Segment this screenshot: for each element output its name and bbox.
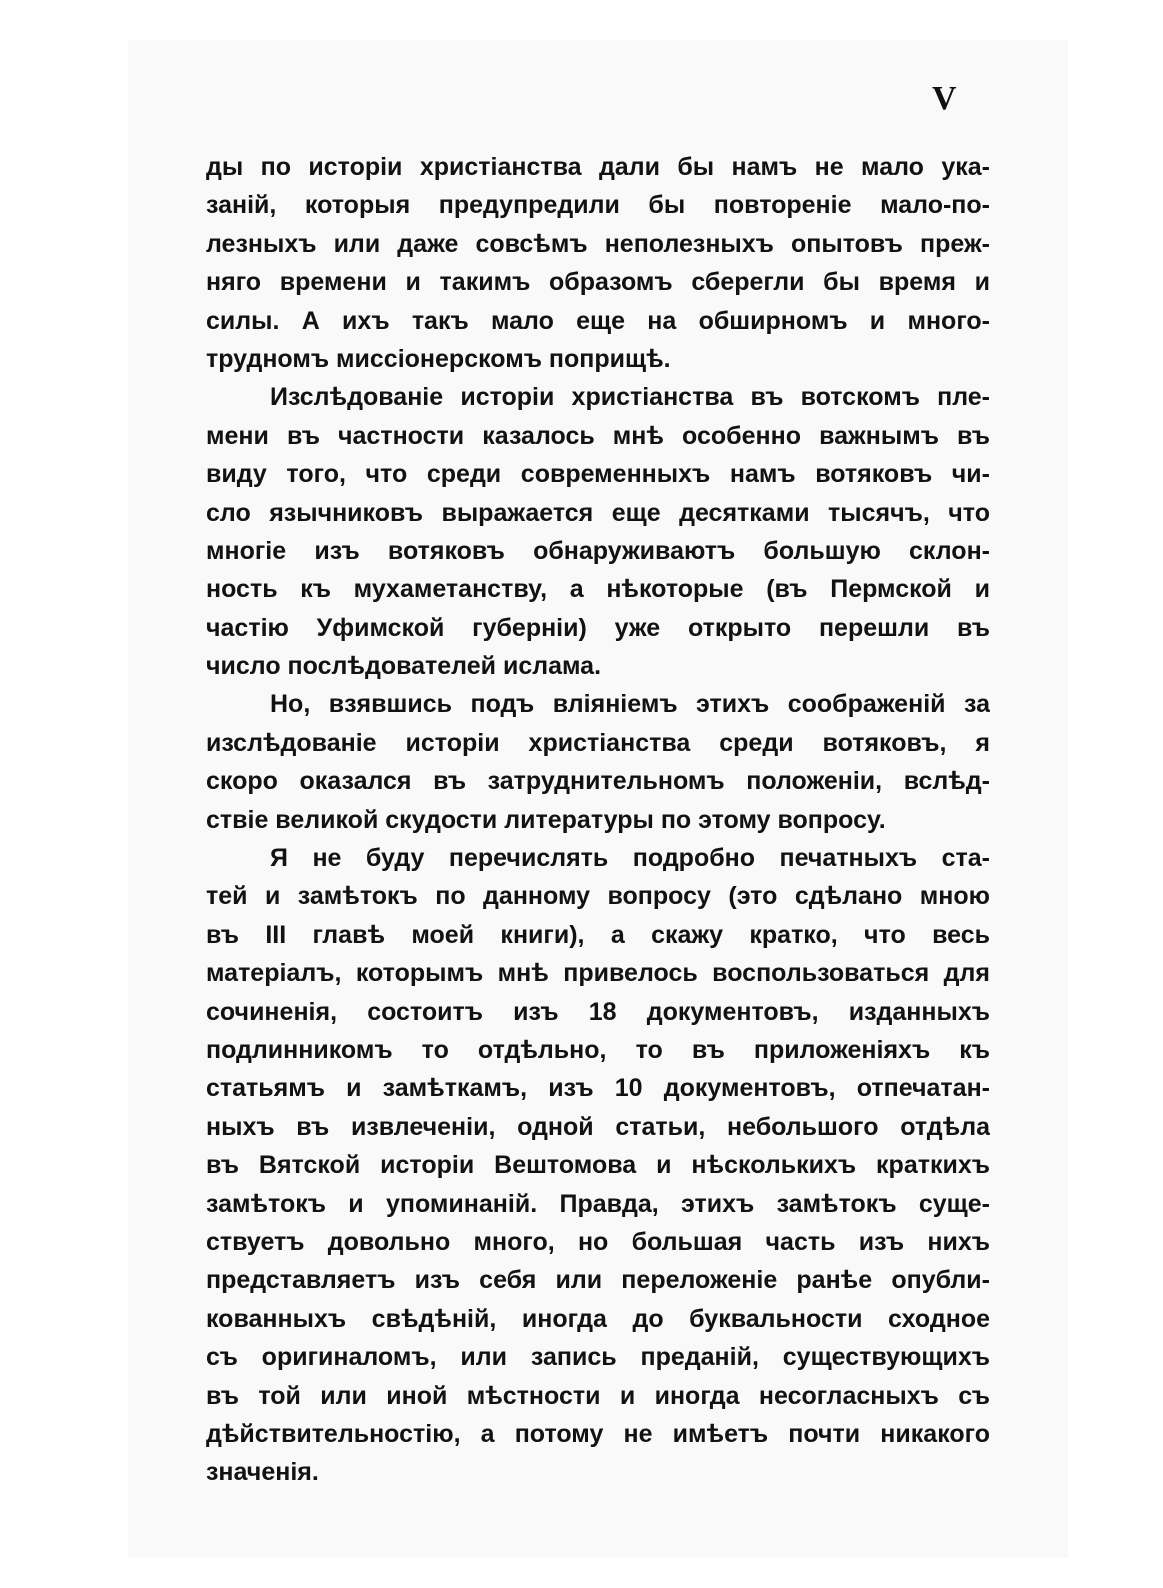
text-line: лезныхъ или даже совсѣмъ неполезныхъ опытовъ преж-: [206, 229, 990, 258]
text-line: тей и замѣтокъ по данному вопросу (это сдѣлано мною: [206, 882, 990, 911]
text-line: Изслѣдованiе исторiи христiанства въ вотскомъ пле-: [270, 383, 990, 412]
text-line: ность къ мухаметанству, а нѣкоторые (въ Пермской и: [206, 575, 990, 604]
text-line: занiй, которыя предупредили бы повторенiе мало-по-: [206, 191, 990, 220]
text-line: многiе изъ вотяковъ обнаруживаютъ большую склон-: [206, 536, 990, 565]
text-line: виду того, что среди современныхъ намъ вотяковъ чи-: [206, 460, 990, 489]
text-line: въ III главѣ моей книги), а скажу кратко, что весь: [206, 920, 990, 949]
text-line: няго времени и такимъ образомъ сберегли бы время и: [206, 268, 990, 297]
text-line: число послѣдователей ислама.: [206, 652, 602, 681]
text-line: представляетъ изъ себя или переложенiе ранѣе опубли-: [206, 1266, 990, 1295]
text-line: частiю Уфимской губернiи) уже открыто перешли въ: [206, 613, 990, 642]
page-number: V: [932, 80, 957, 117]
text-line: сочиненiя, состоитъ изъ 18 документовъ, изданныхъ: [206, 997, 990, 1026]
text-line: Но, взявшись подъ влiянiемъ этихъ соображенiй за: [270, 690, 990, 719]
text-line: мени въ частности казалось мнѣ особенно важнымъ въ: [206, 421, 990, 450]
text-line: подлинникомъ то отдѣльно, то въ приложенiяхъ къ: [206, 1035, 990, 1064]
text-line: матерiалъ, которымъ мнѣ привелось воспользоваться для: [206, 959, 990, 988]
text-line: ствiе великой скудости литературы по этому вопросу.: [206, 805, 886, 834]
body-text: [206, 148, 990, 1492]
text-line: въ Вятской исторiи Вештомова и нѣсколькихъ краткихъ: [206, 1151, 990, 1180]
text-line: сло язычниковъ выражается еще десятками тысячъ, что: [206, 498, 990, 527]
text-line: скоро оказался въ затруднительномъ положенiи, вслѣд-: [206, 767, 990, 796]
text-line: въ той или иной мѣстности и иногда несогласныхъ съ: [206, 1381, 990, 1410]
text-line: силы. А ихъ такъ мало еще на обширномъ и много-: [206, 306, 990, 335]
text-line: замѣтокъ и упоминанiй. Правда, этихъ замѣтокъ суще-: [206, 1189, 990, 1218]
text-line: съ оригиналомъ, или запись преданiй, существующихъ: [206, 1343, 990, 1372]
text-line: трудномъ миссiонерскомъ поприщѣ.: [206, 344, 671, 373]
text-line: значенiя.: [206, 1458, 319, 1487]
text-line: дѣйствительностiю, а потому не имѣетъ почти никакого: [206, 1419, 990, 1448]
text-line: ды по исторiи христiанства дали бы намъ не мало ука-: [206, 153, 990, 181]
text-line: кованныхъ свѣдѣнiй, иногда до буквальности сходное: [206, 1304, 990, 1333]
text-line: ныхъ въ извлеченiи, одной статьи, небольшого отдѣла: [206, 1112, 990, 1141]
text-line: ствуетъ довольно много, но большая часть изъ нихъ: [206, 1227, 990, 1256]
text-line: статьямъ и замѣткамъ, изъ 10 документовъ, отпечатан-: [206, 1074, 990, 1103]
text-line: Я не буду перечислять подробно печатныхъ ста-: [270, 844, 990, 873]
text-line: изслѣдованiе исторiи христiанства среди вотяковъ, я: [206, 728, 990, 757]
